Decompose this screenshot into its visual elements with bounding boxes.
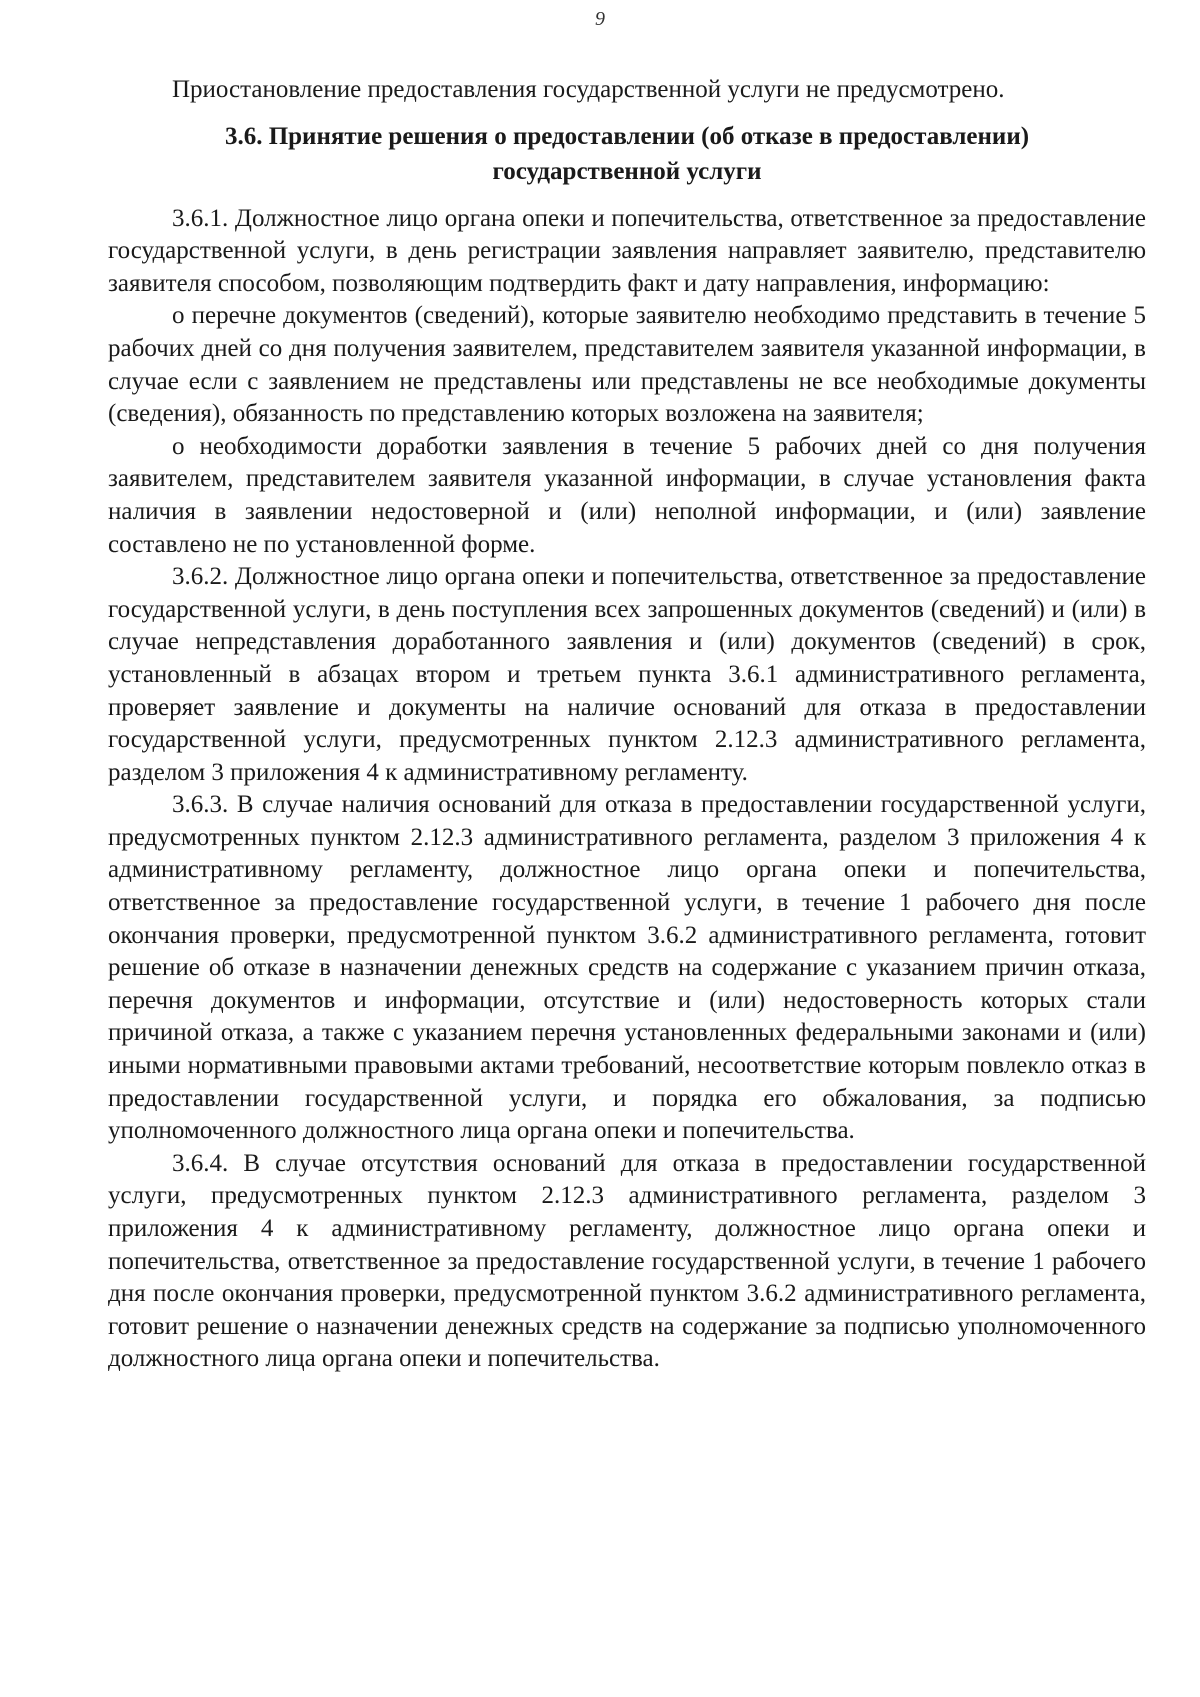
paragraph-3-6-1: 3.6.1. Должностное лицо органа опеки и попечительства, ответственное за предоставление государственной услуги, в день регистрации заявления направляет заявителю, представителю заявителя способом, позволяющим подтвердить факт и дату направления, информацию: [108, 204, 1146, 297]
section-heading: 3.6. Принятие решения о предоставлении (об отказе в предоставлении) государственной услуги [224, 122, 1030, 185]
suspension-note: Приостановление предоставления государственной услуги не предусмотрено. [172, 76, 1005, 103]
page-number: 9 [595, 8, 605, 30]
document-body [108, 74, 1146, 1376]
paragraph-3-6-4: 3.6.4. В случае отсутствия оснований для отказа в предоставлении государственной услуги, предусмотренных пунктом 2.12.3 административного регламента, разделом 3 приложения 4 к административному регламенту, должностное лицо органа опеки и попечительства, ответственное за предоставление государственной услуги, в течение 1 рабочего дня после окончания проверки, предусмотренной пунктом 3.6.2 административного регламента, готовит решение о назначении денежных средств на содержание за подписью уполномоченного должностного лица органа опеки и попечительства. [108, 1149, 1146, 1373]
paragraph-documents-list: о перечне документов (сведений), которые заявителю необходимо представить в течение 5 рабочих дней со дня получения заявителем, представителем заявителя указанной информации, в случае если с заявлением не представлены или представлены не все необходимые документы (сведения), обязанность по представлению которых возложена на заявителя; [108, 302, 1146, 428]
paragraph-revision: о необходимости доработки заявления в течение 5 рабочих дней со дня получения заявителем, представителем заявителя указанной информации, в случае установления факта наличия в заявлении недостоверной и (или) неполной информации, и (или) заявление составлено не по установленной форме. [108, 432, 1146, 558]
paragraph-3-6-2: 3.6.2. Должностное лицо органа опеки и попечительства, ответственное за предоставление государственной услуги, в день поступления всех запрошенных документов (сведений) и (или) в случае непредставления доработанного заявления и (или) документов (сведений) в срок, установленный в абзацах втором и третьем пункта 3.6.1 административного регламента, проверяет заявление и документы на наличие оснований для отказа в предоставлении государственной услуги, предусмотренных пунктом 2.12.3 административного регламента, разделом 3 приложения 4 к административному регламенту. [108, 563, 1146, 786]
paragraph-3-6-3: 3.6.3. В случае наличия оснований для отказа в предоставлении государственной услуги, предусмотренных пунктом 2.12.3 административного регламента, разделом 3 приложения 4 к административному регламенту, должностное лицо органа опеки и попечительства, ответственное за предоставление государственной услуги, в течение 1 рабочего дня после окончания проверки, предусмотренной пунктом 3.6.2 административного регламента, готовит решение об отказе в назначении денежных средств на содержание с указанием причин отказа, перечня документов и информации, отсутствие и (или) недостоверность которых стали причиной отказа, а также с указанием перечня установленных федеральными законами и (или) иными нормативными правовыми актами требований, несоответствие которым повлекло отказ в предоставлении государственной услуги, и порядка его обжалования, за подписью уполномоченного должностного лица органа опеки и попечительства. [108, 791, 1146, 1145]
